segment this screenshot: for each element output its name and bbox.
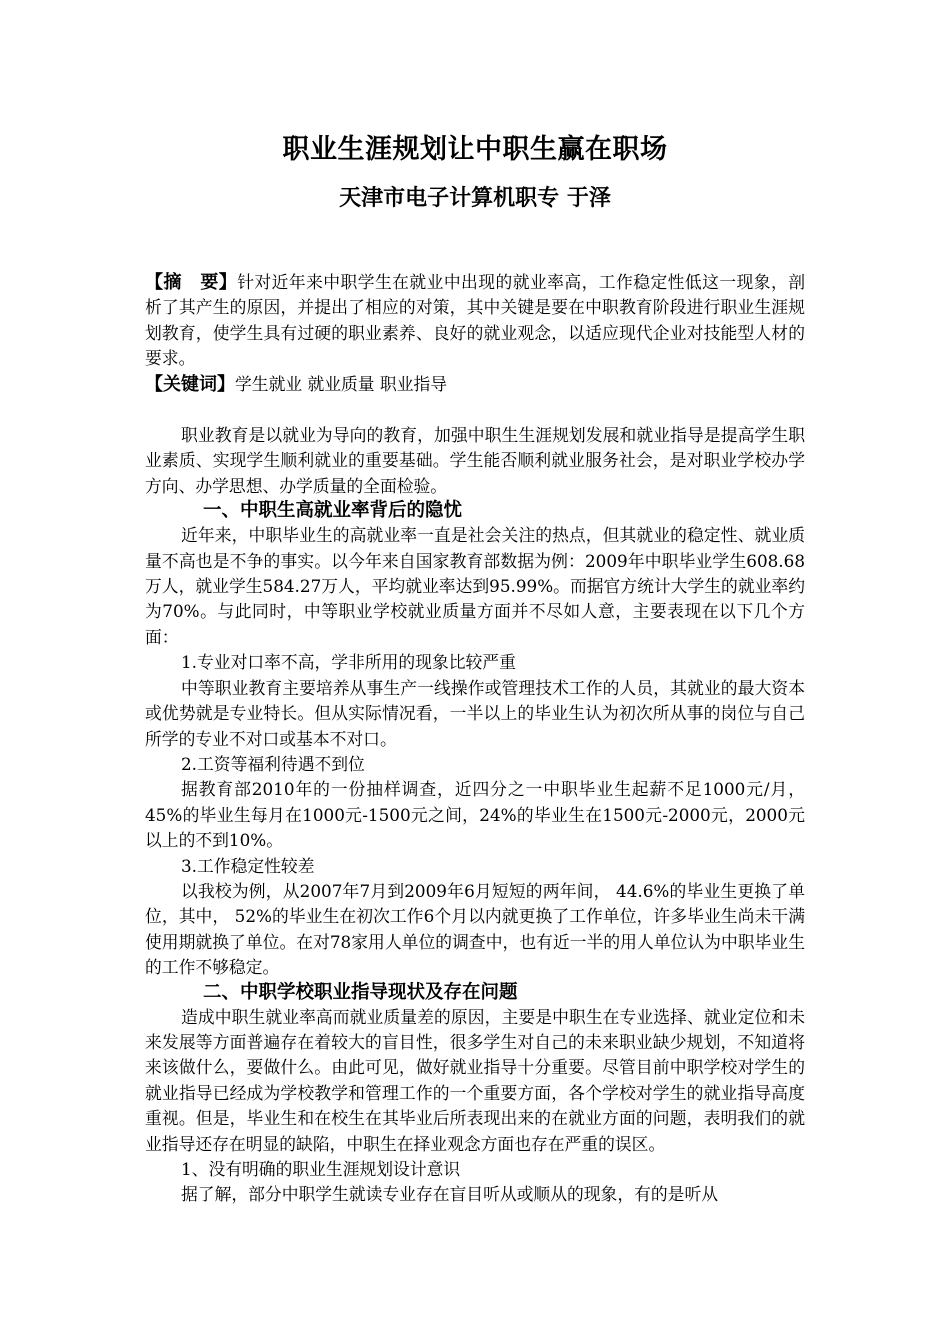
abstract-label: 【摘 要】 (145, 272, 238, 293)
intro-paragraph: 职业教育是以就业为导向的教育，加强中职生生涯规划发展和就业指导是提高学生职业素质、实现学生顺利就业的重要基础。学生能否顺利就业服务社会，是对职业学校办学方向、办学思想、办学质量的全面检验。 (145, 425, 805, 496)
item-title: 2.工资等福利待遇不到位 (181, 753, 365, 774)
document-title: 职业生涯规划让中职生赢在职场 (282, 134, 668, 165)
item-title: 3.工作稳定性较差 (181, 855, 315, 876)
item-title: 1.专业对口率不高，学非所用的现象比较严重 (181, 652, 516, 673)
item-paragraph: 以我校为例，从2007年7月到2009年6月短短的两年间， 44.6%的毕业生更换了单位，其中， 52%的毕业生在初次工作6个月以内就更换了工作单位，许多毕业生尚未干满使用期就换了单位。在对78家用人单位的调查中，也有近一半的用人单位认为中职毕业生的工作不够稳定。 (145, 880, 805, 978)
keywords-text: 学生就业 就业质量 职业指导 (235, 373, 448, 394)
subsection-paragraph: 据了解，部分中职学生就读专业存在盲目听从或顺从的现象，有的是听从 (181, 1184, 719, 1205)
subsection-title: 1、没有明确的职业生涯规划设计意识 (181, 1159, 461, 1179)
abstract-paragraph (145, 270, 805, 372)
section-heading: 一、中职生高就业率背后的隐忧 (203, 500, 463, 522)
document-body (145, 270, 805, 1208)
author-line: 天津市电子计算机职专 于泽 (339, 186, 611, 211)
spacer (145, 397, 805, 423)
abstract-text: 针对近年来中职学生在就业中出现的就业率高，工作稳定性低这一现象，剖析了其产生的原因，并提出了相应的对策，其中关键是要在中职教育阶段进行职业生涯规划教育，使学生具有过硬的职业素养、良好的就业观念，以适应现代企业对技能型人材的要求。 (145, 272, 806, 369)
section2-paragraph: 造成中职生就业率高而就业质量差的原因，主要是中职生在专业选择、就业定位和未来发展等方面普遍存在着较大的盲目性，很多学生对自己的未来职业缺少规划，不知道将来该做什么，要做什么。由此可见，做好就业指导十分重要。尽管目前中职学校对学生的就业指导已经成为学校教学和管理工作的一个重要方面，各个学校对学生的就业指导高度重视。但是，毕业生和在校生在其毕业后所表现出来的在就业方面的问题，表明我们的就业指导还存在明显的缺陷，中职生在择业观念方面也存在严重的误区。 (145, 1006, 805, 1154)
section1-paragraph: 近年来，中职毕业生的高就业率一直是社会关注的热点，但其就业的稳定性、就业质量不高也是不争的事实。以今年来自国家教育部数据为例：2009年中职毕业学生608.68万人，就业学生584.27万人，平均就业率达到95.99%。而据官方统计大学生的就业率约为70%。与此同时，中等职业学校就业质量方面并不尽如人意，主要表现在以下几个方面： (145, 525, 805, 647)
keywords-label: 【关键词】 (145, 373, 235, 395)
keywords-paragraph (145, 372, 805, 397)
item-paragraph: 据教育部2010年的一份抽样调查，近四分之一中职毕业生起薪不足1000元/月，45%的毕业生每月在1000元-1500元之间，24%的毕业生在1500元-2000元，2000元以上的不到10%。 (145, 779, 805, 851)
section-heading: 二、中职学校职业指导现状及存在问题 (203, 981, 518, 1003)
item-paragraph: 中等职业教育主要培养从事生产一线操作或管理技术工作的人员，其就业的最大资本或优势就是专业特长。但从实际情况看，一半以上的毕业生认为初次所从事的岗位与自己所学的专业不对口或基本不对口。 (145, 677, 805, 749)
